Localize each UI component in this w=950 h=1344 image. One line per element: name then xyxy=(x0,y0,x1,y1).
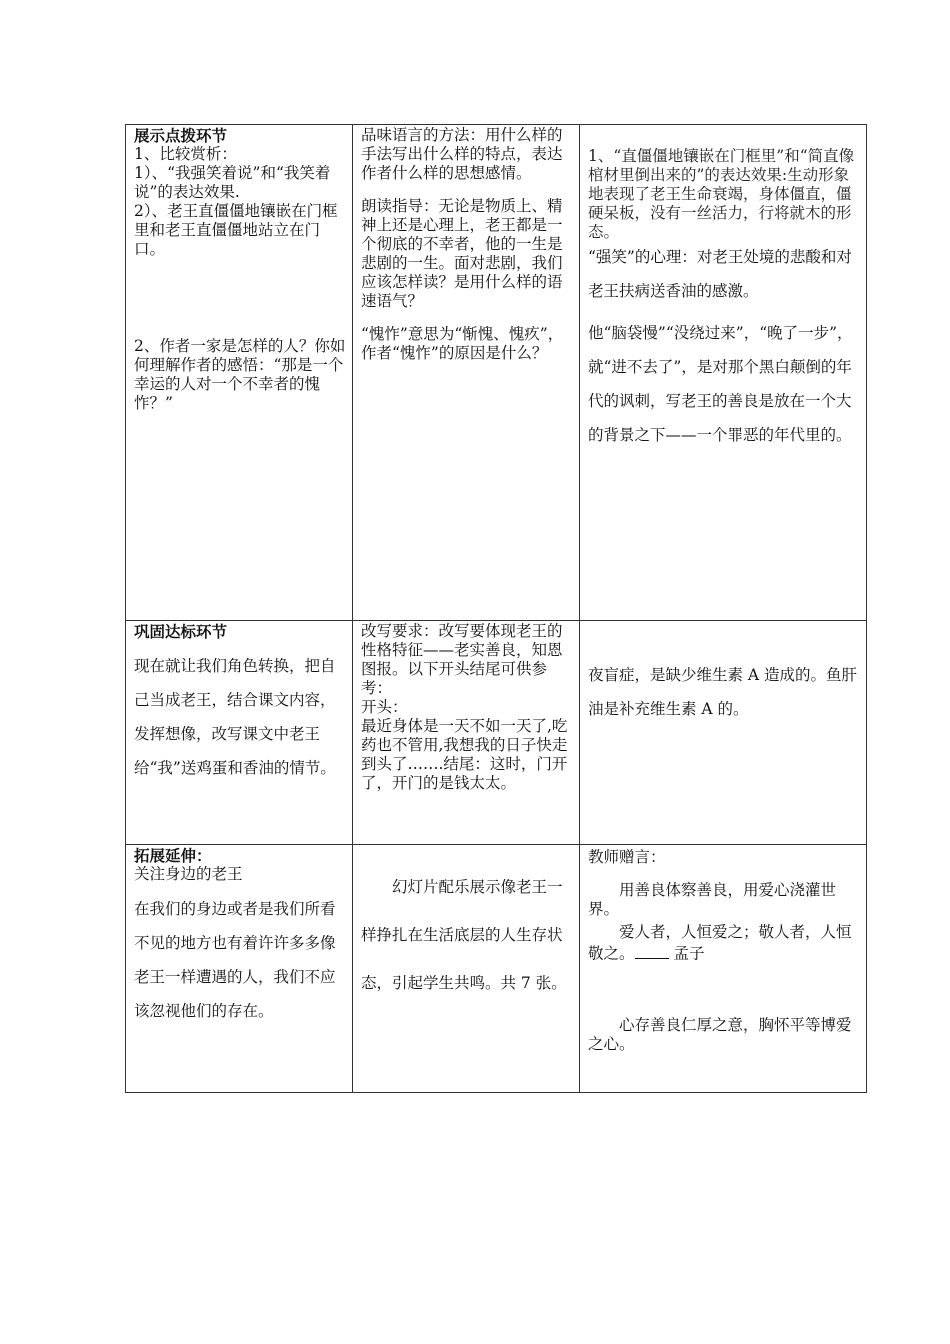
cell-line: 2）、老王直僵僵地镶嵌在门框里和老王直僵僵地站立在门口。 xyxy=(134,202,338,258)
row2-col2-cell xyxy=(361,622,573,842)
teacher-quote xyxy=(588,923,860,964)
section-title: 展示点拨环节 xyxy=(134,126,228,145)
teacher-quote-text: 爱人者，人恒爱之；敬人者，人恒敬之。 xyxy=(588,923,852,963)
quote-author: 孟子 xyxy=(673,944,705,963)
section-subtitle: 关注身边的老王 xyxy=(134,865,243,883)
cell-line: 1）、“我强笑着说”和“我笑着说”的表达效果. xyxy=(134,164,331,201)
row-divider xyxy=(126,844,866,845)
cell-paragraph: “强笑”的心理：对老王处境的悲酸和对老王扶病送香油的感激。 xyxy=(588,248,852,300)
cell-paragraph: “愧怍”意思为“惭愧、愧疚”，作者“愧怍”的原因是什么？ xyxy=(361,325,564,362)
cell-paragraph: 品味语言的方法：用什么样的手法写出什么样的特点，表达作者什么样的思想感情。 xyxy=(361,126,563,182)
cell-paragraph: 在我们的身边或者是我们所看不见的地方也有着许许多多像老王一样遭遇的人，我们不应该忽视他们的存在。 xyxy=(134,900,336,1020)
row2-col1-cell xyxy=(134,622,348,842)
teacher-quote: 用善良体察善良，用爱心浇灌世界。 xyxy=(588,881,837,918)
teacher-message-label: 教师赠言： xyxy=(588,848,666,866)
column-divider xyxy=(579,125,580,1092)
cell-paragraph: 幻灯片配乐展示像老王一样挣扎在生活底层的人生存状态，引起学生共鸣。共 7 张。 xyxy=(361,878,567,992)
blank-line xyxy=(635,942,669,959)
row3-col3-cell xyxy=(588,848,860,1088)
row1-col2-cell xyxy=(361,126,573,618)
row3-col2-cell xyxy=(361,863,573,1088)
cell-paragraph: 1、“直僵僵地镶嵌在门框里”和“简直像棺材里倒出来的”的表达效果:生动形象地表现了老王生命衰竭，身体僵直，僵硬呆板，没有一丝活力，行将就木的形态。 xyxy=(588,147,855,241)
row1-col3-cell xyxy=(588,147,860,617)
row1-col1-cell xyxy=(134,126,346,618)
cell-paragraph: 朗读指导：无论是物质上、精神上还是心理上，老王都是一个彻底的不幸者，他的一生是悲剧的一生。面对悲剧，我们应该怎样读？是用什么样的语速语气？ xyxy=(361,197,563,310)
cell-paragraph: 现在就让我们角色转换，把自己当成老王，结合课文内容，发挥想像，改写课文中老王给“我”送鸡蛋和香油的情节。 xyxy=(134,657,336,777)
cell-line: 最近身体是一天不如一天了,吃药也不管用,我想我的日子快走到头了…….结尾：这时，门开了，开门的是钱太太。 xyxy=(361,717,568,792)
section-title: 拓展延伸： xyxy=(134,846,212,865)
cell-paragraph: 他“脑袋慢”“没绕过来”，“晚了一步”，就“进不去了”，是对那个黑白颠倒的年代的讽刺，写老王的善良是放在一个大的背景之下——一个罪恶的年代里的。 xyxy=(588,324,853,444)
cell-line: 改写要求：改写要体现老王的性格特征——老实善良，知恩图报。以下开头结尾可供参考： xyxy=(361,622,563,697)
section-title: 巩固达标环节 xyxy=(134,622,228,641)
row-divider xyxy=(126,620,866,621)
lesson-table xyxy=(125,124,867,1093)
teacher-quote: 心存善良仁厚之意，胸怀平等博爱之心。 xyxy=(588,1015,852,1053)
cell-line: 2、作者一家是怎样的人？你如何理解作者的感悟：“那是一个幸运的人对一个不幸者的愧怍？” xyxy=(134,337,346,412)
cell-paragraph: 夜盲症，是缺少维生素 A 造成的。鱼肝油是补充维生素 A 的。 xyxy=(588,666,858,718)
row2-col3-cell xyxy=(588,658,860,838)
cell-line: 1、比较赏析： xyxy=(134,145,237,163)
row3-col1-cell xyxy=(134,846,348,1091)
column-divider xyxy=(352,125,353,1092)
cell-line: 开头： xyxy=(361,698,408,716)
